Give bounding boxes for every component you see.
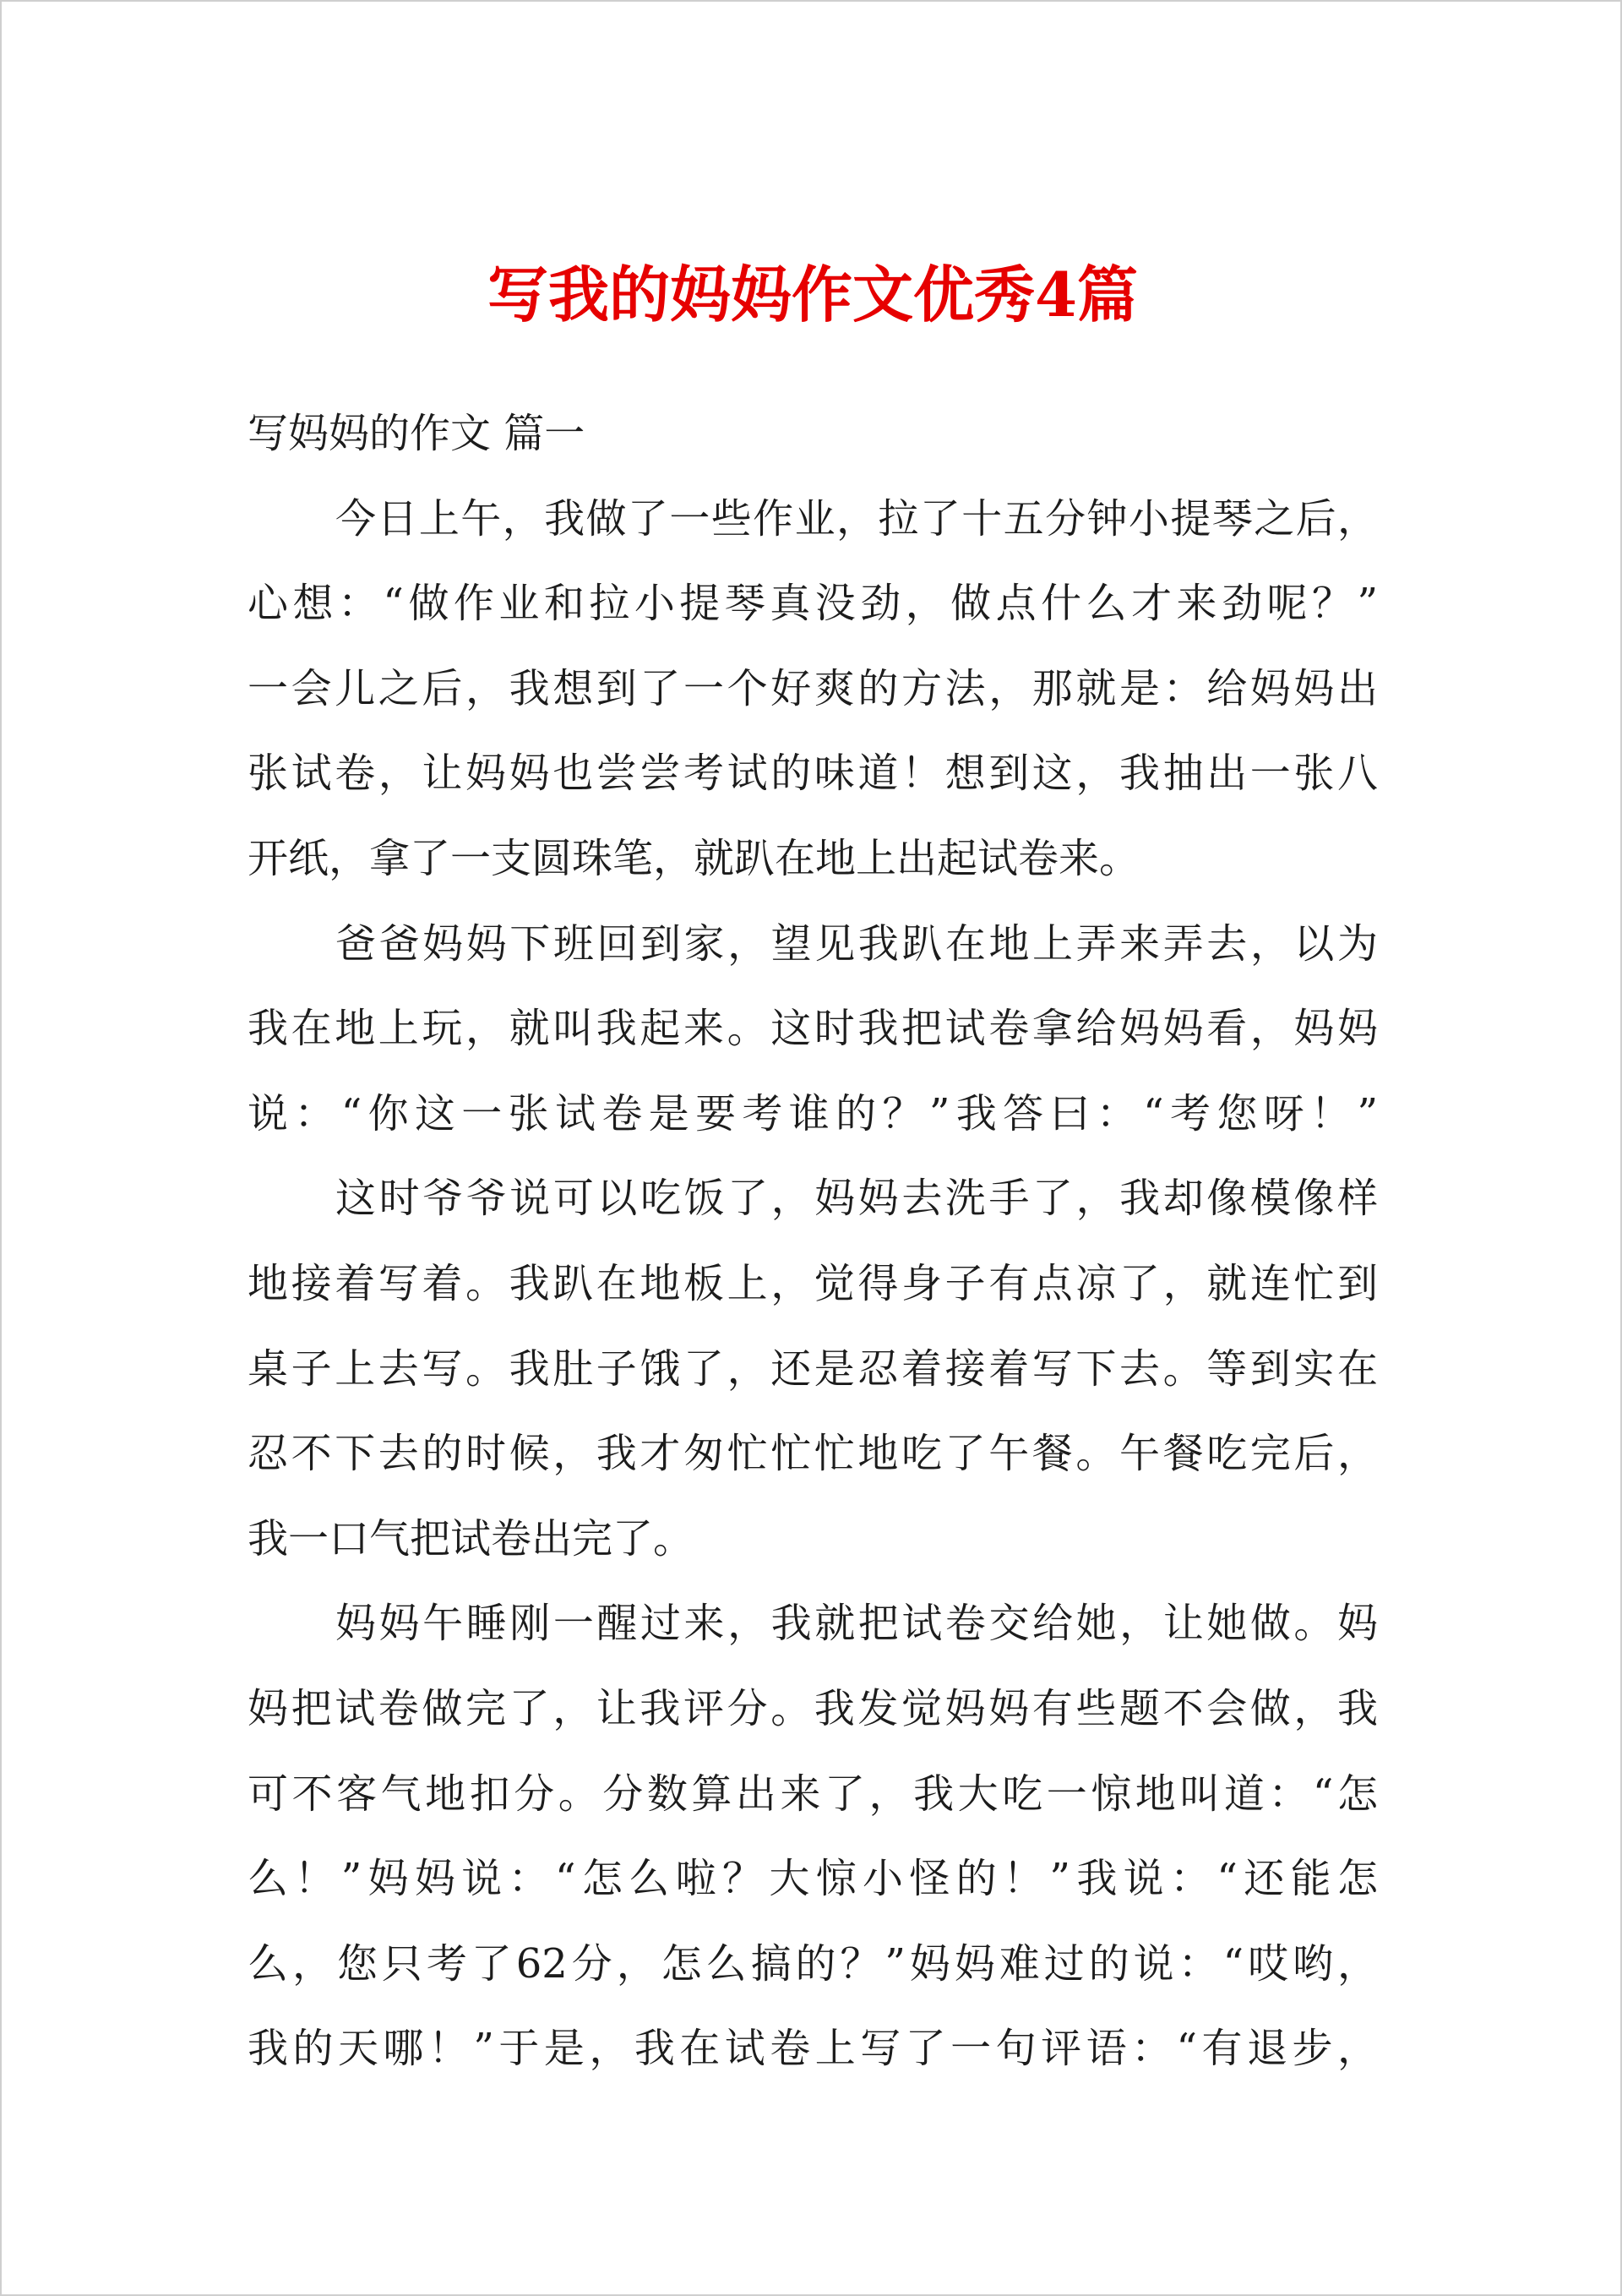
body-line: 爸爸妈妈下班回到家，望见我趴在地上弄来弄去，以为 [335, 919, 1378, 968]
paragraph [248, 477, 1378, 902]
body-line: 忍不下去的时候，我才匆忙忙忙地吃了午餐。午餐吃完后， [248, 1430, 1378, 1478]
paragraph [248, 1581, 1378, 2091]
body-line: 桌子上去写。我肚子饿了，还是忍着接着写下去。等到实在 [248, 1344, 1378, 1393]
body-line: 我一口气把试卷出完了。 [248, 1514, 694, 1562]
body-line: 么！”妈妈说：“怎么啦？大惊小怪的！”我说：“还能怎 [248, 1855, 1378, 1903]
body-line: 地接着写着。我趴在地板上，觉得身子有点凉了，就连忙到 [248, 1259, 1378, 1307]
body-line: 开纸，拿了一支圆珠笔，就趴在地上出起试卷来。 [248, 834, 1140, 882]
body-line: 妈妈午睡刚一醒过来，我就把试卷交给她，让她做。妈 [335, 1600, 1378, 1648]
body-line: 可不客气地扣分。分数算出来了，我大吃一惊地叫道：“怎 [248, 1770, 1378, 1818]
paragraph [248, 1156, 1378, 1581]
body-line: 心想：“做作业和拉小提琴真没劲，做点什么才来劲呢？” [248, 580, 1378, 628]
body-line: 我在地上玩，就叫我起来。这时我把试卷拿给妈妈看，妈妈 [248, 1005, 1378, 1053]
body-line: 一会儿之后，我想到了一个好爽的方法，那就是：给妈妈出 [248, 664, 1378, 712]
body-line: 妈把试卷做完了，让我评分。我发觉妈妈有些题不会做，我 [248, 1684, 1378, 1732]
body-line: 这时爷爷说可以吃饭了，妈妈去洗手了，我却像模像样 [335, 1175, 1378, 1223]
body-line: 张试卷，让妈妈也尝尝考试的味道！想到这，我抽出一张八 [248, 750, 1378, 798]
body-line: 我的天哪！”于是，我在试卷上写了一句评语：“有退步， [248, 2025, 1378, 2073]
body-line: 今日上午，我做了一些作业，拉了十五分钟小提琴之后， [335, 494, 1378, 543]
section-heading: 写妈妈的作文 篇一 [248, 410, 585, 457]
paragraph [248, 902, 1378, 1157]
document-title: 写我的妈妈作文优秀4篇 [487, 259, 1139, 330]
body-line: 么，您只考了62分，怎么搞的？”妈妈难过的说：“哎哟， [248, 1939, 1378, 1988]
body-line: 说：“你这一张试卷是要考谁的？”我答曰：“考您呀！” [248, 1089, 1378, 1137]
document-body [248, 391, 1378, 2091]
